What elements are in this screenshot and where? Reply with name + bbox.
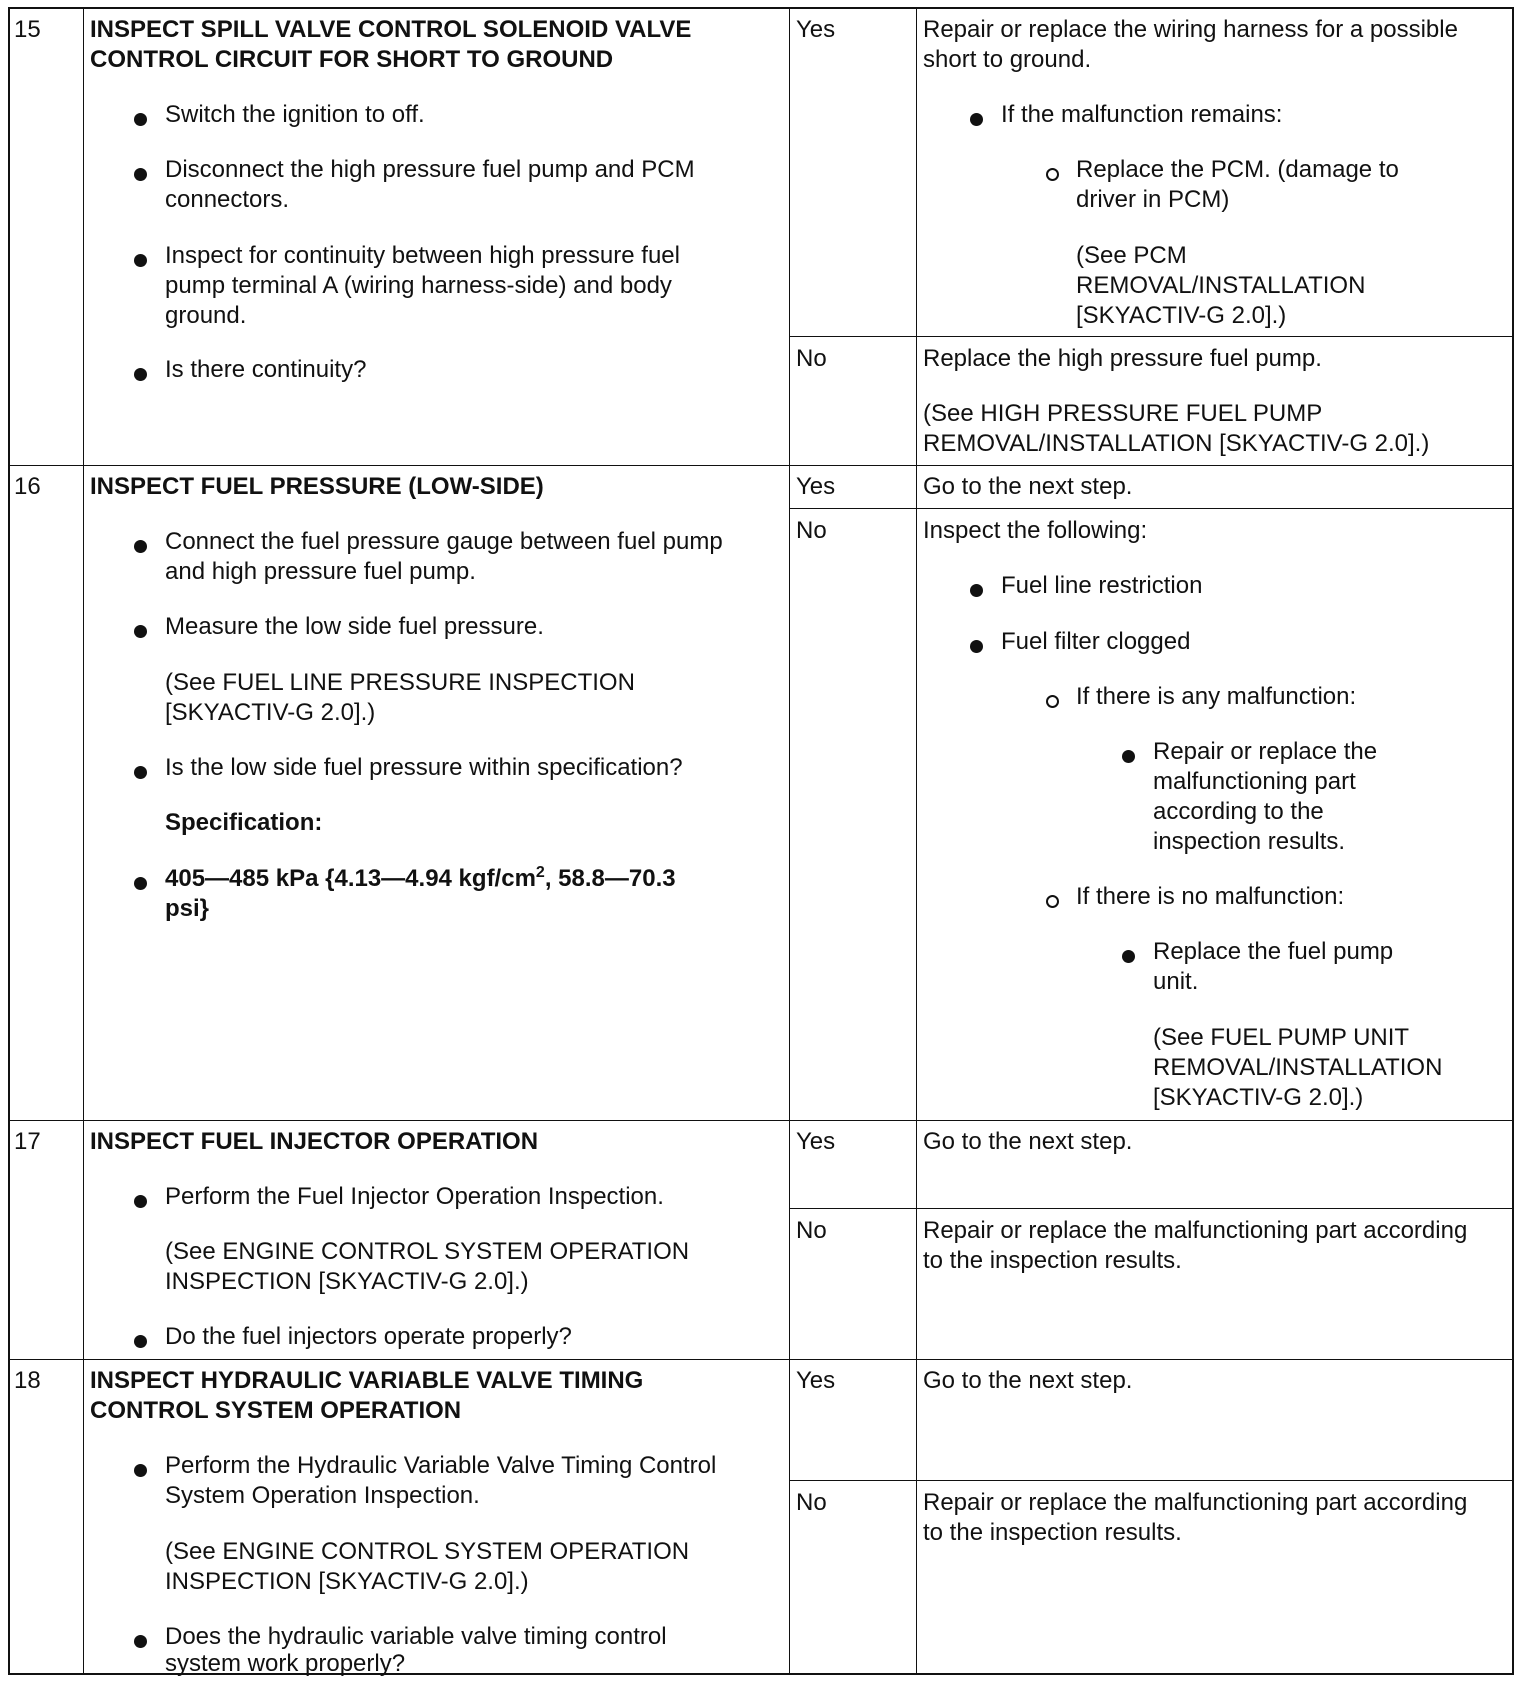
reference-text: (See ENGINE CONTROL SYSTEM OPERATION [165,1538,690,1565]
no-result-text: Repair or replace the malfunctioning part according [923,1489,1468,1516]
reference-text: (See PCM [1076,242,1187,269]
action-text: connectors. [165,186,290,213]
step-number: 18 [14,1367,41,1394]
bullet-icon [1122,950,1135,963]
question-text: Is there continuity? [165,356,367,383]
question-text: Is the low side fuel pressure within specification? [165,754,683,781]
reference-text: INSPECTION [SKYACTIV-G 2.0].) [165,1268,529,1295]
no-result-text: malfunctioning part [1153,768,1356,795]
no-result-text: to the inspection results. [923,1247,1182,1274]
bullet-icon [134,625,147,638]
row-divider [10,1120,1512,1121]
bullet-icon [1122,750,1135,763]
yes-result-text: Go to the next step. [923,473,1133,500]
reference-text: INSPECTION [SKYACTIV-G 2.0].) [165,1568,529,1595]
action-text: System Operation Inspection. [165,1482,480,1509]
no-result-text: Replace the fuel pump [1153,938,1394,965]
reference-text: [SKYACTIV-G 2.0].) [1153,1084,1364,1111]
action-text: Perform the Hydraulic Variable Valve Timing Control [165,1452,717,1479]
reference-text: REMOVAL/INSTALLATION [SKYACTIV-G 2.0].) [923,430,1430,457]
action-text: pump terminal A (wiring harness-side) and body [165,272,672,299]
bullet-icon [134,766,147,779]
result-divider [789,336,1512,337]
no-result-text: Repair or replace the malfunctioning part according [923,1217,1468,1244]
no-label: No [796,1489,827,1516]
yes-result-text: Replace the PCM. (damage to [1076,156,1399,183]
no-result-text: If there is any malfunction: [1076,683,1357,710]
spec-value: psi} [165,895,210,922]
step-title: INSPECT HYDRAULIC VARIABLE VALVE TIMING [90,1367,644,1394]
yes-label: Yes [796,1128,836,1155]
hollow-bullet-icon [1046,168,1059,181]
action-text: Disconnect the high pressure fuel pump and PCM [165,156,695,183]
bullet-icon [134,1635,147,1648]
bullet-icon [134,1195,147,1208]
yes-label: Yes [796,1367,836,1394]
bullet-icon [134,540,147,553]
column-divider [83,9,84,1673]
yes-result-text: Go to the next step. [923,1128,1133,1155]
action-text: Perform the Fuel Injector Operation Inspection. [165,1183,664,1210]
bullet-icon [970,113,983,126]
bullet-icon [134,254,147,267]
row-divider [10,1359,1512,1360]
bullet-icon [134,168,147,181]
row-divider [10,465,1512,466]
step-number: 17 [14,1128,41,1155]
step-title: INSPECT SPILL VALVE CONTROL SOLENOID VALVE [90,16,692,43]
no-result-text: Fuel line restriction [1001,572,1203,599]
no-result-text: unit. [1153,968,1199,995]
action-text: Switch the ignition to off. [165,101,425,128]
step-title: INSPECT FUEL INJECTOR OPERATION [90,1128,539,1155]
no-result-text: If there is no malfunction: [1076,883,1345,910]
reference-text: [SKYACTIV-G 2.0].) [165,699,376,726]
diagnostic-procedure-table [8,7,1514,1675]
no-label: No [796,345,827,372]
action-text: Connect the fuel pressure gauge between fuel pump [165,528,723,555]
step-title: CONTROL SYSTEM OPERATION [90,1397,462,1424]
bullet-icon [134,1464,147,1477]
result-divider [789,508,1512,509]
reference-text: (See FUEL PUMP UNIT [1153,1024,1410,1051]
bullet-icon [134,1335,147,1348]
reference-text: REMOVAL/INSTALLATION [1076,272,1366,299]
yes-label: Yes [796,16,836,43]
column-divider [789,9,790,1673]
action-text: and high pressure fuel pump. [165,558,476,585]
yes-label: Yes [796,473,836,500]
question-text: Does the hydraulic variable valve timing control [165,1623,667,1650]
yes-result-text: Repair or replace the wiring harness for a possible [923,16,1458,43]
action-text: Measure the low side fuel pressure. [165,613,544,640]
bullet-icon [970,640,983,653]
reference-text: (See FUEL LINE PRESSURE INSPECTION [165,669,635,696]
action-text: ground. [165,302,247,329]
reference-text: (See HIGH PRESSURE FUEL PUMP [923,400,1323,427]
action-text: Inspect for continuity between high pressure fuel [165,242,680,269]
reference-text: [SKYACTIV-G 2.0].) [1076,302,1287,329]
yes-result-text: Go to the next step. [923,1367,1133,1394]
hollow-bullet-icon [1046,895,1059,908]
step-title: INSPECT FUEL PRESSURE (LOW-SIDE) [90,473,544,500]
no-label: No [796,1217,827,1244]
bullet-icon [134,877,147,890]
bullet-icon [970,584,983,597]
bullet-icon [134,368,147,381]
no-result-text: Inspect the following: [923,517,1148,544]
no-result-text: to the inspection results. [923,1519,1182,1546]
result-divider [789,1480,1512,1481]
spec-label: Specification: [165,809,323,836]
reference-text: (See ENGINE CONTROL SYSTEM OPERATION [165,1238,690,1265]
yes-result-text: If the malfunction remains: [1001,101,1283,128]
yes-result-text: short to ground. [923,46,1092,73]
no-result-text: Repair or replace the [1153,738,1378,765]
step-number: 15 [14,16,41,43]
bullet-icon [134,113,147,126]
reference-text: REMOVAL/INSTALLATION [1153,1054,1443,1081]
yes-result-text: driver in PCM) [1076,186,1230,213]
result-divider [789,1208,1512,1209]
step-title: CONTROL CIRCUIT FOR SHORT TO GROUND [90,46,614,73]
no-result-text: according to the [1153,798,1324,825]
no-result-text: Replace the high pressure fuel pump. [923,345,1322,372]
spec-value: 405—485 kPa {4.13—4.94 kgf/$cm^2$, 58.8—70.3 [165,864,676,892]
question-text: system work properly? [165,1650,406,1677]
no-result-text: inspection results. [1153,828,1346,855]
step-number: 16 [14,473,41,500]
question-text: Do the fuel injectors operate properly? [165,1323,572,1350]
column-divider [916,9,917,1673]
no-result-text: Fuel filter clogged [1001,628,1191,655]
hollow-bullet-icon [1046,695,1059,708]
no-label: No [796,517,827,544]
